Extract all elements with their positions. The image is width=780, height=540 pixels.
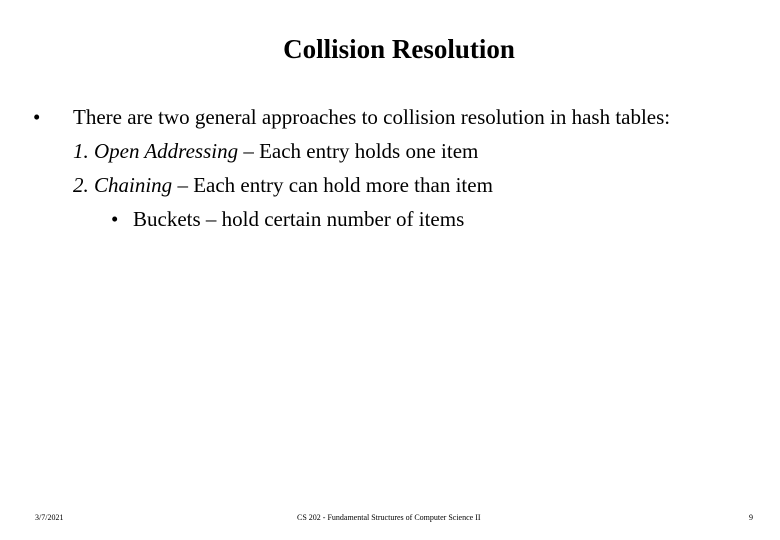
numbered-item-content	[73, 170, 493, 200]
item-description: – Each entry holds one item	[238, 139, 479, 163]
item-number: 2.	[73, 173, 89, 197]
footer-course-title: CS 202 - Fundamental Structures of Computer Science II	[297, 513, 481, 522]
bullet-icon: •	[33, 105, 41, 129]
item-term: Open Addressing	[94, 139, 239, 163]
footer-date: 3/7/2021	[35, 513, 64, 522]
item-description: – Each entry can hold more than item	[172, 173, 493, 197]
numbered-item-content	[73, 136, 478, 166]
item-term: Chaining	[94, 173, 173, 197]
footer-page-number: 9	[749, 513, 753, 522]
item-number: 1.	[73, 139, 89, 163]
bullet-text: There are two general approaches to collision resolution in hash tables:	[73, 105, 671, 129]
sub-bullet-text: Buckets – hold certain number of items	[133, 207, 465, 231]
sub-bullet-icon: •	[111, 207, 119, 231]
slide-title: Collision Resolution	[283, 34, 515, 64]
